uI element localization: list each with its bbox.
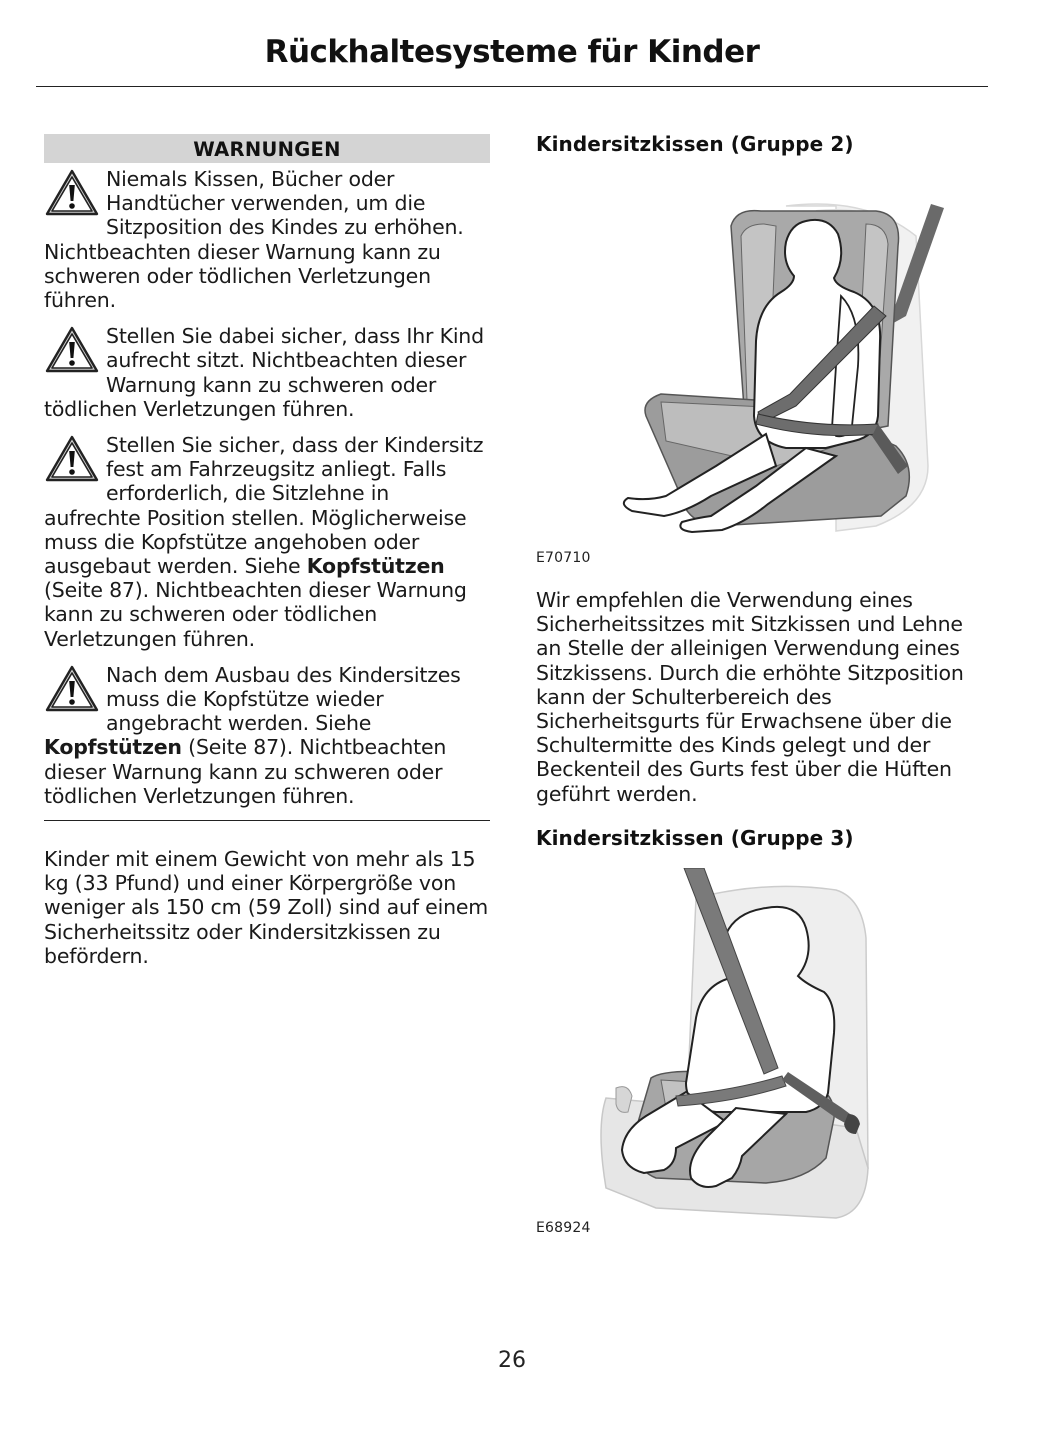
page-number: 26 [498,1348,526,1373]
title-divider [36,86,988,87]
headrest-link[interactable]: Kopfstützen [44,735,182,760]
warnings-end-divider [44,820,490,821]
figure-id-e68924: E68924 [536,1219,591,1236]
figure-id-e70710: E70710 [536,550,591,566]
figure-booster-seat-group-2 [536,158,986,566]
warning-triangle-icon [44,435,100,483]
warning-1-text: Niemals Kissen, Bücher oder Handtücher verwenden, um die Sitzposition des Kindes zu erhöhen. Nichtbeachten dieser Warnung kann zu schweren oder tödlichen Verletzungen führen. [44,167,464,313]
warning-3-text-before: Stellen Sie sicher, dass der Kindersitz fest am Fahrzeugsitz anliegt. Falls erforderlich, die Sitzlehne in aufrechte Position stellen. Möglicherweise muss die Kopfstütze angehoben oder ausgebaut werden. Siehe [44,433,484,579]
warning-4-text-after: (Seite 87). Nichtbeachten dieser Warnung kann zu schweren oder tödlichen Verletzungen führen. [44,735,447,808]
warning-2 [44,324,490,421]
heading-group-3: Kindersitzkissen (Gruppe 3) [536,825,854,850]
right-column [536,130,986,1236]
warnings-header: WARNUNGEN [44,134,490,163]
heading-group-2: Kindersitzkissen (Gruppe 2) [536,132,854,156]
warning-1 [44,167,490,312]
warning-4-text-before: Nach dem Ausbau des Kindersitzes muss die Kopfstütze wieder angebracht werden. Siehe [106,662,461,736]
warning-triangle-icon [44,326,100,374]
warning-triangle-icon [44,665,100,713]
warning-3-text-after: (Seite 87). Nichtbeachten dieser Warnung kann zu schweren oder tödlichen Verletzungen führen. [44,578,467,651]
weight-height-paragraph: Kinder mit einem Gewicht von mehr als 15 kg (33 Pfund) und einer Körpergröße von weniger als 150 cm (59 Zoll) sind auf einem Sicherheitssitz oder Kindersitzkissen zu befördern. [44,847,489,968]
left-column [44,134,490,968]
figure-booster-cushion-group-3 [536,852,986,1236]
warning-2-text: Stellen Sie dabei sicher, dass Ihr Kind aufrecht sitzt. Nichtbeachten dieser Warnung kann zu schweren oder tödlichen Verletzungen führen. [44,324,484,421]
headrest-link[interactable]: Kopfstützen [306,554,445,579]
group-2-paragraph: Wir empfehlen die Verwendung eines Sicherheitssitzes mit Sitzkissen und Lehne an Stelle der alleinigen Verwendung eines Sitzkissens. Durch die erhöhte Sitzposition kann der Schulterbereich des Sicherheitsgurts für Erwachsene über die Schultermitte des Kinds gelegt und der Beckenteil des Gurts fest über die Hüften geführt werden. [536,588,964,806]
page-title: Rückhaltesysteme für Kinder [264,34,760,70]
warning-3 [44,433,490,651]
warning-4 [44,663,490,808]
booster-seat-with-backrest-illustration [536,166,986,536]
warning-triangle-icon [44,169,100,217]
booster-cushion-illustration [536,868,986,1232]
